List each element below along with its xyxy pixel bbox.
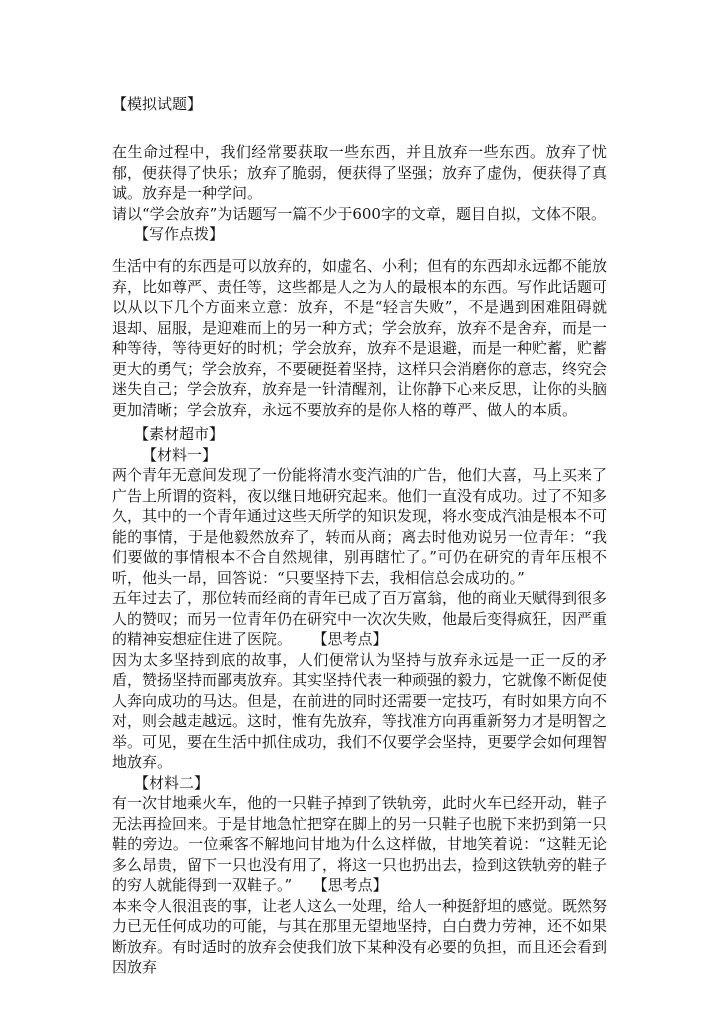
prompt-paragraph: 在生命过程中，我们经常要获取一些东西，并且放弃一些东西。放弃了忧郁，便获得了快乐；放弃了脆弱，便获得了坚强；放弃了虚伪，便获得了真诚。放弃是一种学问。 [112, 143, 608, 202]
material-two-heading-text: 【材料二】 [134, 773, 210, 792]
material-one-heading [112, 445, 607, 466]
think-heading-1: 【思考点】 [320, 630, 388, 648]
material-two-paragraph [112, 793, 607, 896]
prompt-instruction: 请以“学会放弃”为话题写一篇不少于600字的文章，题目自拟，文体不限。 [112, 204, 606, 223]
material-market-heading [112, 424, 607, 445]
material-two-heading [112, 773, 607, 794]
material-one-paragraph-1: 两个青年无意间发现了一份能将清水变汽油的广告，他们大喜，马上买来了广告上所谓的资料，夜以继日地研究起来。他们一直没有成功。过了不知多久，其中的一个青年通过这些天所学的知识发现，将水变成汽油是根本不可能的事情，于是他毅然放弃了，转而从商；离去时他劝说另一位青年：“我们要做的事情根本不合自然规律，别再瞎忙了。”可仍在研究的青年压根不听，他头一昂，回答说：“只要坚持下去，我相信总会成功的。” [112, 466, 608, 587]
think-paragraph-1: 因为太多坚持到底的故事，人们便常认为坚持与放弃永远是一正一反的矛盾，赞扬坚持而鄙夷放弃。其实坚持代表一种顽强的毅力，它就像不断促使人奔向成功的马达。但是，在前进的同时还需要一定技巧，有时如果方向不对，则会越走越远。这时，惟有先放弃，等找准方向再重新努力才是明智之举。可见，要在生活中抓住成功，我们不仅要学会坚持，更要学会如何理智地放弃。 [112, 650, 608, 771]
writing-tips-heading-text: 【写作点拨】 [134, 225, 225, 243]
material-one-paragraph-2 [112, 588, 607, 650]
material-section [112, 424, 607, 978]
prompt-section [112, 142, 607, 245]
material-market-heading-text: 【素材超市】 [134, 425, 225, 443]
material-one-heading-text: 【材料一】 [142, 445, 218, 464]
writing-tips-section [112, 256, 607, 420]
writing-tips-paragraph: 生活中有的东西是可以放弃的，如虚名、小利；但有的东西却永远都不能放弃，比如尊严、责任等，这些都是人之为人的最根本的东西。写作此话题可以从以下几个方面来立意：放弃，不是“轻言失败”，不是遇到困难阻碍就退却、屈服，是迎难而上的另一种方式；学会放弃，放弃不是舍弃，而是一种等待，等待更好的时机；学会放弃，放弃不是退避，而是一种贮蓄，贮蓄更大的勇气；学会放弃，不要硬挺着坚持，这样只会消磨你的意志，终究会迷失自己；学会放弃，放弃是一针清醒剂，让你静下心来反思，让你的头脑更加清晰；学会放弃，永远不要放弃的是你人格的尊严、做人的本质。 [112, 257, 608, 419]
writing-tips-heading [112, 224, 607, 245]
mock-question-heading: 【模拟试题】 [112, 95, 203, 113]
think-heading-2: 【思考点】 [320, 876, 388, 894]
think-paragraph-2: 本来令人很沮丧的事，让老人这么一处理，给人一种挺舒坦的感觉。既然努力已无任何成功的可能，与其在那里无望地坚持，白白费力劳神，还不如果断放弃。有时适时的放弃会使我们放下某种没有必要的负担，而且还会看到因放弃 [112, 896, 608, 976]
material-two-paragraph-text: 有一次甘地乘火车，他的一只鞋子掉到了铁轨旁，此时火车已经开动，鞋子无法再捡回来。于是甘地急忙把穿在脚上的另一只鞋子也脱下来扔到第一只鞋的旁边。一位乘客不解地问甘地为什么这样做，甘地笑着说：“这鞋无论多么昂贵，留下一只也没有用了，将这一只也扔出去，捡到这铁轨旁的鞋子的穷人就能得到一双鞋子。” [112, 794, 608, 894]
material-one-paragraph-2-text: 五年过去了，那位转而经商的青年已成了百万富翁，他的商业天赋得到很多人的赞叹；而另一位青年仍在研究中一次次失败，他最后变得疯狂，因严重的精神妄想症住进了医院。 [112, 589, 608, 648]
